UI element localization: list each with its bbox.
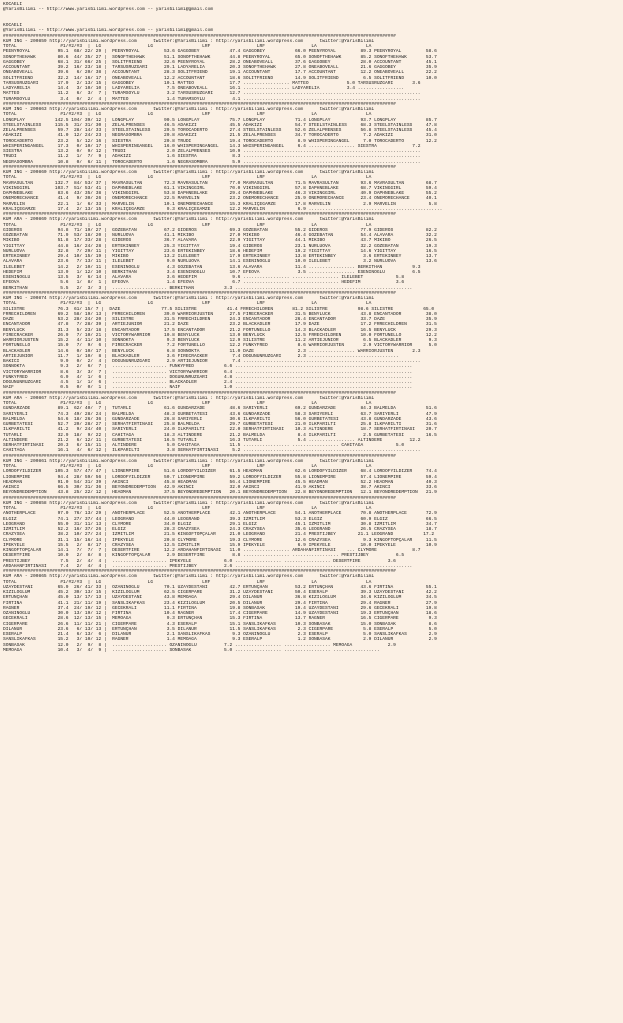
document-line: OZANINOGLU 30.0 13/ 19/ 12 | FIRTINA 10.4 RAGNER 17.4 CIGERPARE 14.9 UZAYDESTANI 19.3 ERTUNÇHAN 18.6 — [3, 611, 437, 616]
document-line: CAHITAGA 16.1 4/ 6/ 12 | ILKPARILTI 3.8 SERHATFIRTINASI 5.2 ................................................................. — [3, 448, 421, 454]
document-line: GURBETATESI 52.7 20/ 28/ 27 | SERHATFIRTINASI 25.8 BALMELDA 29.7 GURBETATESI 21.0 ILKPARILTI 25.8 ILKPARILTI 31.6 — [3, 422, 437, 427]
document-line: ################################################################################################################################################ — [3, 569, 396, 574]
document-line: GAGGOBEY 68.1 31/ 66/ 25 | SOLITFRIEND 32.6 PEENYROYAL 28.2 ONEABOVEALL 37.6 GAGGOBEY 28.0 ACCOUNTANT 45.1 — [3, 59, 437, 65]
document-line: CRAZYSEA 38.2 10/ 27/ 24 | IZMITLIM 21.5 KINGOFTOPÇALAR 21.0 LEOGRAND 21.4 PRESTIJBEY 21.1 LEOGRAND 17.2 — [3, 532, 435, 538]
document-line: MAVRASULTAN 132.7 84/ 53/ 37 | MAVRASULTAN 72.3 MAVRASULTAN 77.0 MAVRASULTAN 71.5 MAVRASULTAN 93.6 MAVRASULTAN 68.7 — [3, 180, 437, 186]
document-line: LONGPLAY 142.5 104/ 39/ 12 | LONGPLAY 90.5 LONGPLAY 75.7 LONGPLAY 71.4 LONGPLAY 93.7 LONGPLAY 85.7 — [3, 117, 437, 123]
document-line: ILELEBET 14.2 2/ 10/ 11 | ESENINOGLU 4.3 GÖZEBATAN 13.6 ALAVARA 11.4 ................. BERKITHAN 9.3 — [3, 264, 421, 270]
document-line: NAIF 0.5 0/ 0/ 1 | .................... NAIF 1.0 ................................................................. — [3, 385, 413, 391]
document-line: ################################################################################################################################################ — [3, 390, 396, 396]
document-line: RAGNER 37.4 24/ 19/ 12 | GECEKRALI 11.1 FIRTINA 19.8 SONBASAK 19.4 UZAYDESTANI 29.6 GECEKRALI 19.8 — [3, 605, 437, 611]
results-document — [3, 2, 620, 653]
document-line: CLYMORE 31.1 15/ 16/ 14 | IPEKYELE 20.8 CLYMORE 19.3 CLYMORE 12.6 CRAZYSEA 9.3 KINGOFTOPÇALAR 11.5 — [3, 537, 437, 543]
document-line: SONBASAK 12.0 2/ 9/ 8 | .................... OZANINOGLU 7.2 ................. ................. MEMOAGA 2.9 — [3, 642, 396, 648]
document-line: BAKICI 9.9 0/ 2/ 4 | DOGUNUNRÜZGARI 2.9 ARTIEJUNIOR 7.4 ................................................................. — [3, 359, 421, 364]
document-line: ADAKIZI 41.0 12/ 24/ 23 | NEGRASOMBRA 20.8 ADAKIZI 21.5 ZELALPRENSES 34.7 TOROCADERTO 7.2 ADAKIZI 31.0 — [3, 133, 437, 139]
document-line: WHISPERINGANGEL 17.3 0/ 10/ 17 | WHISPERINGANGEL 16.0 WHISPERINGANGEL 14.3 WHISPERINGANGEL 6.4 ................. SIESTRA 7.2 — [3, 143, 421, 149]
document-line: KOCAELI — [3, 23, 23, 28]
document-line: TOTAL #1/#2/#3 | LG LG LRF LRF LA LA — [3, 464, 372, 469]
document-line: ONEABOVEALL 39.6 6/ 20/ 38 | ACCOUNTANT 28.3 SOLITFRIEND 19.1 ACCOUNTANT 17.7 ACCOUNTANT 12.2 ONEABOVEALL 22.2 — [3, 70, 437, 76]
document-line: BERKITHAN 5.5 2/ 3/ 3 | .................... BERKITHAN 3.3 ................................................................. — [3, 285, 413, 291]
document-line: KUM ING - 200861 http://yarisbilimi.wordpress.com twitter:@YarisBilimi : http://yarisbilimi.wordpress.com twitter:@YarisBilimi — [3, 458, 375, 464]
document-line: GECEKRALI 28.6 12/ 13/ 15 | MEMOAGA 9.3 ERTUNÇHAN 15.3 FIRTINA 13.7 RAGNER 16.5 CIGERPARE 9.3 — [3, 616, 437, 622]
document-line: ERTEKINBEY 29.4 10/ 15/ 19 | MIKIBO 13.2 ILELEBET 17.9 ERTEKINBEY 13.8 ERTEKINBEY 3.6 ERTEKINBEY 13.7 — [3, 254, 437, 259]
document-line: KINGOFTOPÇALAR 14.1 7/ 7/ 7 | DESERTFIRE 12.2 ARDAHANFIRTINASI 11.0 ................. ARDAHANFIRTINASI ... CLYMORE 8.7 — [3, 548, 421, 553]
document-line: TARSUSRÜZGARI 17.9 2/ 13/ 15 | GAGGOBEY 10.1 MATTEO 17.7 ................. MATTEO 5.0 TARSUSRÜZGARI 3.6 — [3, 80, 421, 86]
document-line: SONNOKTA 9.3 2/ 6/ 7 | .................... FUNKYFRED 6.6 ................................................................. — [3, 364, 413, 370]
document-line: MIKIBO 51.8 17/ 33/ 28 | GIDEROS 36.7 ALAVARA 22.9 YIGITTAY 44.1 MIKIBO 43.7 MIKIBO 26.5 — [3, 238, 437, 244]
document-line: ZELALPRENSES 59.7 28/ 14/ 33 | STEELSTAINLESS 29.5 TOROCADERTO 27.4 STEELSTAINLESS 52.6 ZELALPRENSES 56.8 STEELSTAINLESS 45.4 — [3, 128, 437, 133]
document-line: LORDOFYILDIZER 105.3 57/ 47/ 47 | LIONEMPIRE 51.6 LORDOFYILDIZER 61.5 HEADMAN 62.6 LORDOFYILDIZER 68.4 LORDOFYILDIZER 74.4 — [3, 469, 437, 475]
document-line: KUM ING - 200860 http://yarisbilimi.wordpress.com twitter:@YarisBilimi : http://yarisbilimi.wordpress.com twitter:@YarisBilimi — [3, 170, 375, 175]
document-line: @YarisBilimi -- http://www.yarisbilimi.wordpress.com -- yarisbilimi@gmail.com — [3, 28, 214, 34]
document-line: FIRECRACKER 26.9 7/ 10/ 21 | VICTORYWARRIOR 10.8 BENYLUCK 13.0 BENYLUCK 12.5 FRRECHILDREN 10.0 FORTUNELLO 12.2 — [3, 332, 437, 338]
document-line: KUM ARA - 200869 http://yarisbilimi.wordpress.com twitter:@YarisBilimi : http://yarisbilimi.wordpress.com twitter:@YarisBilimi — [3, 217, 375, 223]
document-line: SOLITFRIEND 32.2 14/ 16/ 17 | ONEABOVEALL 12.2 ACCOUNTANT 18.6 SOLITFRIEND 14.9 SOLITFRIEND 6.5 SOLITFRIEND 10.0 — [3, 75, 437, 81]
document-line: CIGERPARE 26.6 11/ 11/ 21 | CIGERPARE 4.3 ESERALP 15.1 SANSLIKAFKAS 10.3 SONBASAK 15.0 SONBASAK 8.6 — [3, 621, 437, 627]
document-line: KRALIÇEGAMZE 17.4 2/ 13/ 15 | KRALIÇEGAMZE 9.3 KRALIÇEGAMZE 12.2 MARVELIN 6.9 ................................................. — [3, 206, 443, 212]
document-line: ################################################################################################################################################ — [3, 101, 396, 107]
document-line: NURLUOVA 32.8 7/ 29/ 11 | YIGITTAY 23.6 ERTEKINBEY 18.6 HEDEFIM 19.2 YIGITTAY 14.6 YIGITTAY 16.5 — [3, 248, 437, 254]
document-line: BENYLUCK 31.3 5/ 23/ 18 | ENCANTADOR 17.5 ENCANTADOR 21.2 FORTUNELLO 14.3 BLACKADLER 16.5 BENYLUCK 29.3 — [3, 327, 437, 333]
document-line: TOTAL #1/#2/#3 | LG LG LRF LRF LA LA — [3, 506, 372, 511]
document-line: @YarisBilimi -- http://www.yarisbilimi.wordpress.com -- yarisbilimi@gmail.com — [3, 7, 214, 13]
document-line: VIKINGGIRL 103.7 51/ 53/ 41 | DAPHNEBLAKE 61.1 VIKINGGIRL 70.0 VIKINGGIRL 57.8 DAPHNEBLAKE 68.7 VIKINGGIRL 59.4 — [3, 185, 437, 191]
document-line: SANSLIKAFKAS 15.2 3/ 10/ 12 | RAGNER 1.4 MEMOAGA 9.3 ESERALP 1.2 SONBASAK 2.9 DILANUR 2.9 — [3, 637, 437, 643]
document-line: KUM ING - 200859 http://yarisbilimi.wordpress.com twitter:@YarisBilimi : http://yarisbilimi.wordpress.com twitter:@YarisBilimi — [3, 38, 375, 44]
document-line: BLACKADLER 14.6 0/ 10/ 17 | BENYLUCK 6.8 SONNOKTA 11.0 DAZE 2.3 ................. WARRIORJUSTEN 2.3 — [3, 348, 421, 354]
document-line: KUM ARA - 200867 http://yarisbilimi.wordpress.com twitter:@YarisBilimi : http://yarisbilimi.wordpress.com twitter:@YarisBilimi — [3, 395, 375, 401]
document-line: ALAVARA 23.6 7/ 13/ 11 | ILELEBET 9.0 NURLUOVA 14.1 ESENINOGLU 10.0 ILELEBET 3.2 NURLUOVA 13.6 — [3, 259, 437, 265]
document-line: TOTAL #1/#2/#3 | LG LG LRF LRF LA LA — [3, 44, 372, 49]
document-line: YIGITTAY 44.8 16/ 24/ 28 | ERTEKINBEY 25.3 YIGITTAY 19.4 GIDEROS 23.1 NURLUOVA 32.2 GÖZEBATAN 19.3 — [3, 243, 437, 249]
document-line: AKINCI 66.5 30/ 31/ 36 | BEYONDREDEMPTION 42.9 AKINCI 32.0 AKINCI 41.9 AKINCI 38.7 AKINCI 33.6 — [3, 485, 437, 490]
document-line: ################################################################################################################################################ — [3, 495, 396, 501]
document-line: GÜNDARZADE 89.1 62/ 40/ 7 | TUTARLI 61.6 GÜNDARZADE 48.6 SARIYERLI 69.2 GÜNDARZADE 84.3 BALMELDA 51.6 — [3, 406, 437, 412]
document-line: SIESTRA 13.2 0/ 9/ 12 | TRUDI 2.0 ZELALPRENSES 10.9 ................................................................. — [3, 149, 421, 154]
document-line: IPEKYELE 15.5 2/ 8/ 17 | CRAZYSEA 12.5 IZMITLIM 15.9 IPEKYELE 6.9 IPEKYELE 10.0 IPEKYELE 10.9 — [3, 542, 437, 548]
document-line: GÖZEBATAN 71.9 53/ 18/ 20 | NURLUOVA 41.1 MIKIBO 27.0 MIKIBO 46.4 GÖZEBATAN 54.4 ALAVARA 32.2 — [3, 233, 437, 238]
document-line: ESERALP 21.4 6/ 13/ 6 | DILANUR 2.1 SANSLIKAFKAS 9.3 OZANINOGLU 2.3 ESERALP 5.0 SANSLIKAFKAS 2.9 — [3, 632, 437, 637]
document-line: ARDAHANFIRTINASI 7.4 2/ 4/ 4 | .................... PRESTIJBEY 2.6 ................................................................. — [3, 563, 413, 569]
document-line: ONEMORECHANCE 41.4 9/ 30/ 26 | ONEMORECHANCE 22.5 MARVELIN 23.2 ONEMORECHANCE 25.9 ONEMORECHANCE 23.4 ONEMORECHANCE 40.1 — [3, 196, 437, 202]
document-line: DESERTFIRE 10.0 2/ 8/ 8 | KINGOFTOPÇALAR 2.9 DESERTFIRE 8.8 ................. ................. PRESTIJBEY 6.5 — [3, 553, 405, 559]
document-line: SERHATFIRTINASI 20.3 6/ 15/ 11 | ALTINDERE 5.0 CAHITAGA 11.5 ................. ................. CAHITAGA 5.0 — [3, 443, 405, 448]
document-line: FIRTINA 41.1 21/ 11/ 19 | SANSLIKAFKAS 23.4 KIZILOGLUM 20.5 DILANUR 29.4 FIRTINA 29.4 RAGNER 27.9 — [3, 600, 437, 606]
document-line: TURAMSOYLU 3.4 0/ 2/ 4 | MATTEO 1.4 TURAMSOYLU 4.1 ................................................................. — [3, 96, 421, 102]
document-line: SARIYERLI 74.3 49/ 28/ 24 | BALMELDA 48.3 GURBETATESI 43.6 GÜNDARZADE 58.3 SARIYERLI 63.7 SARIYERLI 47.9 — [3, 411, 437, 417]
document-line: ILKPARILTI 41.2 9/ 24/ 40 | SARIYERLI 24.0 ILKPARILTI 22.0 SERHATFIRTINASI 10.3 ALTINDERE 18.7 SERHATFIRTINASI 20.7 — [3, 427, 437, 433]
document-line: FRRECHILDREN 69.2 58/ 19/ 13 | FRRECHILDREN 39.0 WARRIORJUSTEN 27.5 FIRECRACKER 31.5 BENYLUCK 43.8 ENCANTADOR 38.0 — [3, 311, 437, 317]
document-line: BALMELDA 54.6 18/ 26/ 36 | GÜNDARZADE 26.8 SARIYERLI 30.6 ILKPARILTI 56.0 GURBETATESI 43.8 GÜNDARZADE 43.6 — [3, 416, 437, 422]
document-line: ARTIEJUNIOR 11.7 1/ 10/ 8 | BLACKADLER 3.6 FIRECRACKER 7.4 DOGUNUNRÜZGARI 2.3 ................................. — [3, 353, 399, 359]
document-line: KUM ARA - 200865 http://yarisbilimi.wordpress.com twitter:@YarisBilimi : http://yarisbilimi.wordpress.com twitter:@YarisBilimi — [3, 574, 375, 580]
document-line: DOGUNUNRÜZGARI 4.5 1/ 1/ 6 | .................... BLACKADLER 2.4 ................................................................. — [3, 380, 413, 385]
document-line: TOTAL #1/#2/#3 | LG LG LRF LRF LA LA — [3, 175, 372, 181]
document-line: FUNKYFRED 6.9 4/ 1/ 6 | .................... DOGUNUNRÜZGARI 4.8 ................................................................. — [3, 374, 413, 380]
document-line: KUM ING - 200874 http://yarisbilimi.wordpress.com twitter:@YarisBilimi : http://yarisbilimi.wordpress.com twitter:@YarisBilimi — [3, 296, 375, 301]
document-line: SONOFTHEHAWK 80.6 44/ 35/ 27 | SONOFTHEHAWK 51.1 SONOFTHEHAWK 44.8 PEENYROYAL 65.0 SONOFTHEHAWK 85.2 SONOFTHEHAWK 53.7 — [3, 54, 437, 60]
document-line: ################################################################################################################################################ — [3, 212, 396, 217]
document-line: TOTAL #1/#2/#3 | LG LG LRF LRF LA LA — [3, 401, 372, 406]
document-line: ENCANTADOR 47.8 7/ 28/ 39 | ARTIEJUNIOR 21.2 DAZE 23.2 BLACKADLER 17.9 DAZE 17.2 FRRECHILDREN 31.5 — [3, 322, 437, 328]
document-line: ELGIZ 74.1 27/ 37/ 44 | LEOGRAND 44.0 LEOGRAND 39.3 IZMITLIM 53.3 ELGIZ 60.9 ELGIZ 66.5 — [3, 516, 437, 522]
document-line: KIZILOGLUM 45.2 30/ 13/ 15 | KIZILOGLUM 62.5 CIGERPARE 31.2 UZAYDESTANI 50.4 ESERALP 39.3 UZAYDESTANI 42.2 — [3, 590, 437, 595]
document-line: DAPHNEBLAKE 83.6 43/ 35/ 38 | VIKINGGIRL 53.8 DAPHNEBLAKE 29.4 DAPHNEBLAKE 46.3 VIKINGGIRL 40.9 DAPHNEBLAKE 55.2 — [3, 191, 437, 196]
document-line: MARVELIN 22.1 1/ 6/ 33 | MARVELIN 10.1 ONEMORECHANCE 15.3 KRALIÇEGAMZE 17.8 MARVELIN 2.9 MARVELIN 5.8 — [3, 201, 437, 207]
document-line: TRUDI 11.2 1/ 7/ 9 | ADAKIZI 1.6 SIESTRA 8.3 ................................................................. — [3, 154, 421, 160]
document-line: ANOTHERPLACE 97.0 76/ 13/ 29 | ANOTHERPLACE 52.5 ANOTHERPLACE 42.1 ANOTHERPLACE 54.1 ANOTHERPLACE 70.8 ANOTHERPLACE 72.9 — [3, 511, 437, 517]
document-line: FORTUNELLO 15.0 7/ 9/ 6 | FIRECRACKER 7.2 FORTUNELLO 12.2 FUNKYFRED 8.6 WARRIORJUSTEN 2.9 VICTORYWARRIOR 5.0 — [3, 343, 437, 349]
document-line: UZAYDESTANI 65.9 26/ 41/ 33 | OZANINOGLU 70.1 UZAYDESTANI 42.7 ERTUNÇHAN 53.2 ERTUNÇHAN 43.6 FIRTINA 55.1 — [3, 584, 437, 590]
document-line: LEOGRAND 55.0 31/ 11/ 13 | CLYMORE 34.0 ELGIZ 29.1 ELGIZ 45.1 IZMITLIM 30.8 IZMITLIM 34.7 — [3, 521, 437, 527]
document-line: ACCOUNTANT 39.2 16/ 23/ 18 | TARSUSRÜZGARI 29.1 LADYARELIA 20.3 SONOFTHEHAWK 27.8 ONEABOVEALL 21.6 GAGGOBEY 35.9 — [3, 65, 437, 70]
document-line: TOTAL #1/#2/#3 | LG LG LRF LRF LA LA — [3, 222, 372, 228]
document-line: ################################################################################################################################################ — [3, 33, 396, 39]
document-line: ################################################################################################################################################ — [3, 290, 396, 296]
document-line: HEADMAN 91.0 54/ 31/ 39 | AKINCI 45.8 HEADMAN 56.4 LIONEMPIRE 45.5 HEADMAN 52.2 HEADMAN 40.3 — [3, 479, 437, 485]
document-line: BEYONDREDEMPTION 43.8 25/ 22/ 12 | HEADMAN 37.5 BEYONDREDEMPTION 20.1 BEYONDREDEMPTION 22.8 BEYONDREDEMPTION 12.1 BEYONDREDEMPTION 21.9 — [3, 490, 437, 496]
document-line: LADYARELIA 14.4 3/ 10/ 10 | LADYARELIA 7.5 ONEABOVEALL 16.1 ................. LADYARELIA 3.4 ................. — [3, 86, 405, 91]
document-line: PEENYROYAL 95.1 68/ 22/ 29 | PEENYROYAL 53.6 GAGGOBEY 47.4 GAGGOBEY 66.0 PEENYROYAL 89.3 PEENYROYAL 58.6 — [3, 49, 437, 55]
document-line: WARRIORJUSTEN 15.2 4/ 11/ 10 | SONNOKTA 9.3 BENYLUCK 12.9 SILISTRE 11.2 ARTIEJUNIOR 6.5 BLACKADLER 9.3 — [3, 338, 437, 343]
document-line: NEGRASOMBRA 10.8 0/ 6/ 11 | TOROCADERTO 1.6 NEGRASOMBRA 5.9 ................................................................. — [3, 159, 421, 165]
document-line: GIDEROS 94.8 71/ 19/ 27 | GÖZEBATAN 67.2 GIDEROS 69.3 GÖZEBATAN 55.2 GIDEROS 77.9 GIDEROS 82.2 — [3, 227, 437, 233]
document-line: LIONEMPIRE 94.4 28/ 59/ 56 | LORDOFYILDIZER 50.7 LIONEMPIRE 59.2 LORDOFYILDIZER 55.8 LIONEMPIRE 57.4 LIONEMPIRE 59.4 — [3, 474, 437, 480]
document-line: ################################################################################################################################################ — [3, 453, 396, 459]
document-line: KOCAELI — [3, 2, 23, 7]
document-line: MATTEO 11.2 6/ 3/ 7 | TURAMSOYLU 3.2 TARSUSRÜZGARI 12.7 ................................................................. — [3, 91, 421, 97]
document-line: TOTAL #1/#2/#3 | LG LG LRF LRF LA LA — [3, 112, 372, 118]
document-line: KUM ING - 200858 http://yarisbilimi.wordpress.com twitter:@YarisBilimi : http://yarisbilimi.wordpress.com twitter:@YarisBilimi — [3, 500, 375, 506]
document-line: ESENINOGLU 13.5 3/ 6/ 14 | ALAVARA 3.6 HEDEFIM 9.6 ................. ................. ILELEBET 5.8 — [3, 275, 405, 280]
document-line: DILANUR 23.6 6/ 13/ 13 | ERTUNÇHAN 3.5 DILANUR 11.5 SANSLIKAFKAS 2.3 CIGERPARE 5.8 ESERALP 5.0 — [3, 626, 437, 632]
document-line: DAZE 53.2 28/ 24/ 20 | SILISTRE 31.5 FRRECHILDREN 24.3 ENCANTADOR 26.4 ENCANTADOR 33.7 DAZE 35.9 — [3, 317, 437, 322]
document-line: ERTUNÇHAN 45.0 13/ 17/ 13 | UZAYDESTANI 43.8 MEMOAGA 29.4 DILANUR 36.8 KIZILOGLUM 34.6 KIZILOGLUM 34.5 — [3, 595, 437, 601]
document-line: VICTORYWARRIOR 8.6 3/ 3/ 7 | .................... VICTORYWARRIOR 6.4 ................................................................. — [3, 369, 413, 375]
document-line: HEDEFIM 13.9 1/ 12/ 10 | BERKITHAN 3.4 ESENINOGLU 10.7 EFEOVA 3.5 ................. ESENINOGLU 6.5 — [3, 269, 421, 275]
document-line: EFEOVA 5.6 1/ 8/ 1 | EFEOVA 1.4 EFEOVA 6.7 ................. ................. HEDEFIM 3.6 — [3, 280, 405, 286]
document-line: ALTINDERE 21.2 6/ 12/ 11 | GURBETATESI 16.5 TUTARLI 16.3 TUTARLI 5.4 ................. ALTINDERE 12.2 — [3, 437, 421, 443]
document-line: TOROCADERTO 23.2 5/ 12/ 16 | SIESTRA 20.8 TRUDI 19.4 TOROCADERTO 8.9 WHISPERINGANGEL 7.0 TOROCADERTO 12.2 — [3, 138, 437, 144]
document-line: ################################################################################################################################################ — [3, 164, 396, 170]
document-line: STEELSTAINLESS 115.5 31/ 31/ 30 | ZELALPRENSES 46.5 ADAKIZI 45.5 ADAKIZI 54.7 STEELSTAINLESS 68.3 STEELSTAINLESS 47.8 — [3, 122, 437, 128]
document-line: TUTARLI 32.9 18/ 9/ 22 | CAHITAGA 18.3 ALTINDERE 21.2 BALMELDA 8.4 ILKPARILTI 2.5 GURBETATESI 16.5 — [3, 432, 437, 438]
document-line: TOTAL #1/#2/#3 | LG LG LRF LRF LA LA — [3, 301, 372, 307]
document-line: TOTAL #1/#2/#3 | LG LG LRF LRF LA LA — [3, 579, 372, 585]
document-line: KUM ING - 200863 http://yarisbilimi.wordpress.com twitter:@YarisBilimi : http://yarisbilimi.wordpress.com twitter:@YarisBilimi — [3, 107, 375, 112]
document-line: IZMITLIM 52.2 16/ 37/ 26 | ELGIZ 28.3 CRAZYSEA 24.3 CRAZYSEA 35.6 LEOGRAND 26.5 CRAZYSEA 18.7 — [3, 527, 437, 532]
document-line: SILISTRE 76.3 61/ 15/ 7 | DAZE 77.5 SILISTRE 41.4 FRRECHILDREN 81.2 SILISTRE 98.6 SILISTRE 65.0 — [3, 306, 435, 312]
document-line: PRESTIJBEY 7.5 2/ 4/ 4 | .................... IPEKYELE 6.0 ................. ................. DESERTFIRE 3.6 — [3, 558, 396, 564]
document-line: MEMOAGA 10.4 3/ 4/ 9 | .................... SONBASAK 5.0 ................. ................. ................. — [3, 647, 380, 653]
